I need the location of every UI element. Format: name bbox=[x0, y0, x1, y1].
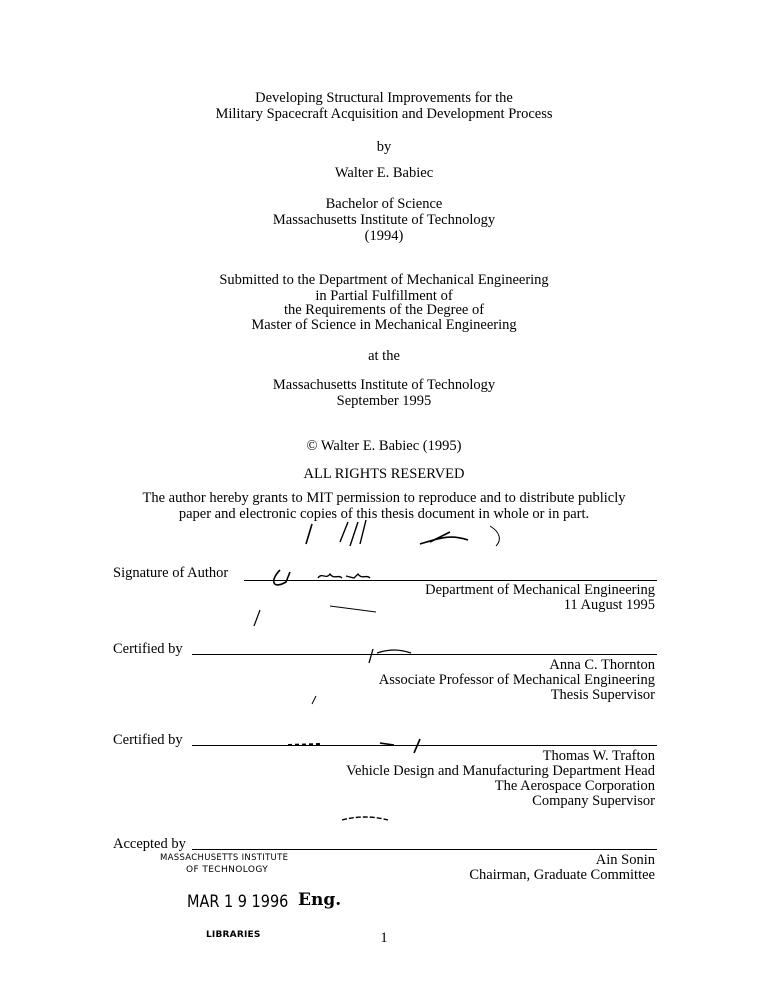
author-signature bbox=[250, 562, 390, 592]
accepted-line bbox=[192, 849, 657, 850]
certified-1-signature bbox=[365, 645, 445, 667]
submission-line-3: the Requirements of the Degree of bbox=[283, 302, 485, 318]
accepted-title: Chairman, Graduate Committee bbox=[469, 867, 655, 883]
submission-line-4: Master of Science in Mechanical Engineering bbox=[251, 317, 517, 333]
by-text: by bbox=[376, 139, 392, 155]
author-name: Walter E. Babiec bbox=[334, 165, 434, 181]
stamp-mark: Eng. bbox=[298, 890, 342, 910]
certified-1-label: Certified by bbox=[113, 641, 183, 657]
accepted-marks bbox=[338, 812, 408, 826]
permission-line-2: paper and electronic copies of this thesis document in whole or in part. bbox=[178, 506, 590, 522]
certified-2-name: Thomas W. Trafton bbox=[542, 748, 655, 764]
at-the-text: at the bbox=[368, 348, 400, 364]
title-line-2: Military Spacecraft Acquisition and Development Process bbox=[215, 106, 553, 122]
certified-2-org: The Aerospace Corporation bbox=[494, 778, 655, 794]
institution-date: September 1995 bbox=[336, 393, 432, 409]
stamp-date: MAR 1 9 1996 bbox=[187, 892, 289, 912]
certified-1-marks bbox=[296, 692, 326, 722]
certified-2-signature bbox=[280, 735, 440, 757]
prior-institution: Massachusetts Institute of Technology bbox=[272, 212, 496, 228]
page-number: 1 bbox=[380, 930, 388, 946]
accepted-name: Ain Sonin bbox=[595, 852, 655, 868]
stamp-libraries: LIBRARIES bbox=[206, 930, 261, 940]
institution-name: Massachusetts Institute of Technology bbox=[272, 377, 496, 393]
initials-scribble bbox=[300, 518, 520, 552]
prior-year: (1994) bbox=[364, 228, 404, 244]
submission-line-2: in Partial Fulfillment of bbox=[315, 288, 453, 304]
certified-2-role: Company Supervisor bbox=[532, 793, 655, 809]
certified-1-name: Anna C. Thornton bbox=[549, 657, 655, 673]
author-department: Department of Mechanical Engineering bbox=[425, 582, 655, 598]
prior-degree: Bachelor of Science bbox=[325, 196, 443, 212]
certified-1-title: Associate Professor of Mechanical Engineering bbox=[378, 672, 655, 688]
author-date-marks bbox=[250, 600, 390, 630]
certified-2-title: Vehicle Design and Manufacturing Department Head bbox=[346, 763, 655, 779]
title-line-1: Developing Structural Improvements for the bbox=[255, 90, 513, 106]
copyright-notice: © Walter E. Babiec (1995) bbox=[306, 438, 462, 454]
certified-2-label: Certified by bbox=[113, 732, 183, 748]
permission-line-1: The author hereby grants to MIT permission to reproduce and to distribute publicly bbox=[142, 490, 626, 506]
signature-author-label: Signature of Author bbox=[113, 565, 229, 581]
submission-line-1: Submitted to the Department of Mechanical Engineering bbox=[219, 272, 549, 288]
certified-1-role: Thesis Supervisor bbox=[550, 687, 655, 703]
accepted-label: Accepted by bbox=[113, 836, 186, 852]
rights-reserved: ALL RIGHTS RESERVED bbox=[303, 466, 465, 482]
stamp-line-2: OF TECHNOLOGY bbox=[186, 865, 269, 875]
author-date: 11 August 1995 bbox=[563, 597, 655, 613]
stamp-line-1: MASSACHUSETTS INSTITUTE bbox=[160, 853, 289, 863]
